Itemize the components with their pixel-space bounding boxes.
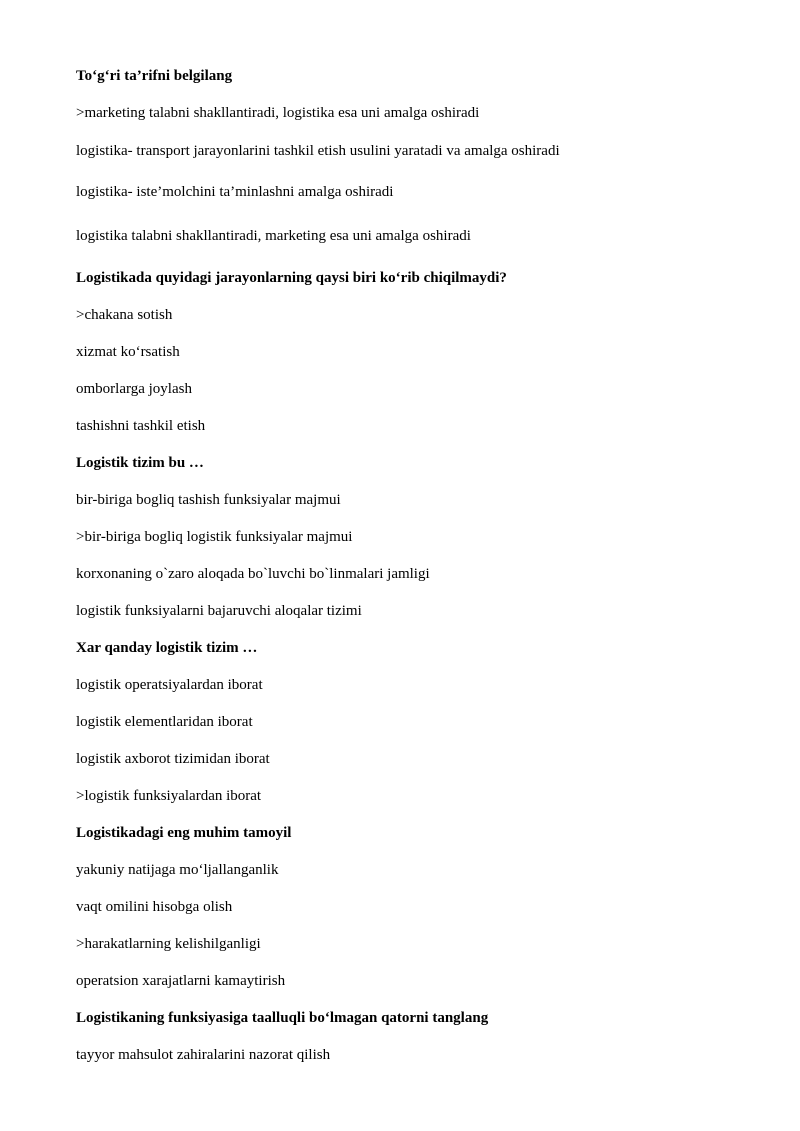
question-6-option-1: tayyor mahsulot zahiralarini nazorat qilish — [76, 1047, 331, 1063]
question-5-option-3: >harakatlarning kelishilganligi — [76, 936, 261, 952]
question-3-option-4: logistik funksiyalarni bajaruvchi aloqalar tizimi — [76, 603, 362, 619]
question-2-option-4: tashishni tashkil etish — [76, 418, 206, 434]
question-2-option-2: xizmat ko‘rsatish — [76, 344, 180, 360]
question-6-title: Logistikaning funksiyasiga taalluqli bo‘lmagan qatorni tanglang — [76, 1010, 489, 1026]
question-4-option-3: logistik axborot tizimidan iborat — [76, 751, 270, 767]
question-4-title: Xar qanday logistik tizim … — [76, 640, 258, 656]
question-2-option-1: >chakana sotish — [76, 307, 173, 323]
question-1-option-2: logistika- transport jarayonlarini tashkil etish usulini yaratadi va amalga oshiradi — [76, 143, 560, 159]
question-3-option-1: bir-biriga bogliq tashish funksiyalar majmui — [76, 492, 341, 508]
question-4-option-1: logistik operatsiyalardan iborat — [76, 677, 263, 693]
question-5-title: Logistikadagi eng muhim tamoyil — [76, 825, 292, 841]
question-5-option-4: operatsion xarajatlarni kamaytirish — [76, 973, 286, 989]
question-3-title: Logistik tizim bu … — [76, 455, 204, 471]
question-3-option-3: korxonaning o`zaro aloqada bo`luvchi bo`linmalari jamligi — [76, 566, 430, 582]
question-1-title: To‘g‘ri ta’rifni belgilang — [76, 68, 233, 84]
question-1-option-3: logistika- iste’molchini ta’minlashni amalga oshiradi — [76, 184, 394, 200]
question-2-option-3: omborlarga joylash — [76, 381, 192, 397]
question-3-option-2: >bir-biriga bogliq logistik funksiyalar majmui — [76, 529, 353, 545]
question-5-option-2: vaqt omilini hisobga olish — [76, 899, 233, 915]
question-4-option-4: >logistik funksiyalardan iborat — [76, 788, 262, 804]
question-5-option-1: yakuniy natijaga mo‘ljallanganlik — [76, 862, 279, 878]
question-1-option-1: >marketing talabni shakllantiradi, logistika esa uni amalga oshiradi — [76, 105, 480, 121]
question-1-option-4: logistika talabni shakllantiradi, marketing esa uni amalga oshiradi — [76, 228, 471, 244]
question-4-option-2: logistik elementlaridan iborat — [76, 714, 253, 730]
question-2-title: Logistikada quyidagi jarayonlarning qaysi biri ko‘rib chiqilmaydi? — [76, 270, 507, 286]
